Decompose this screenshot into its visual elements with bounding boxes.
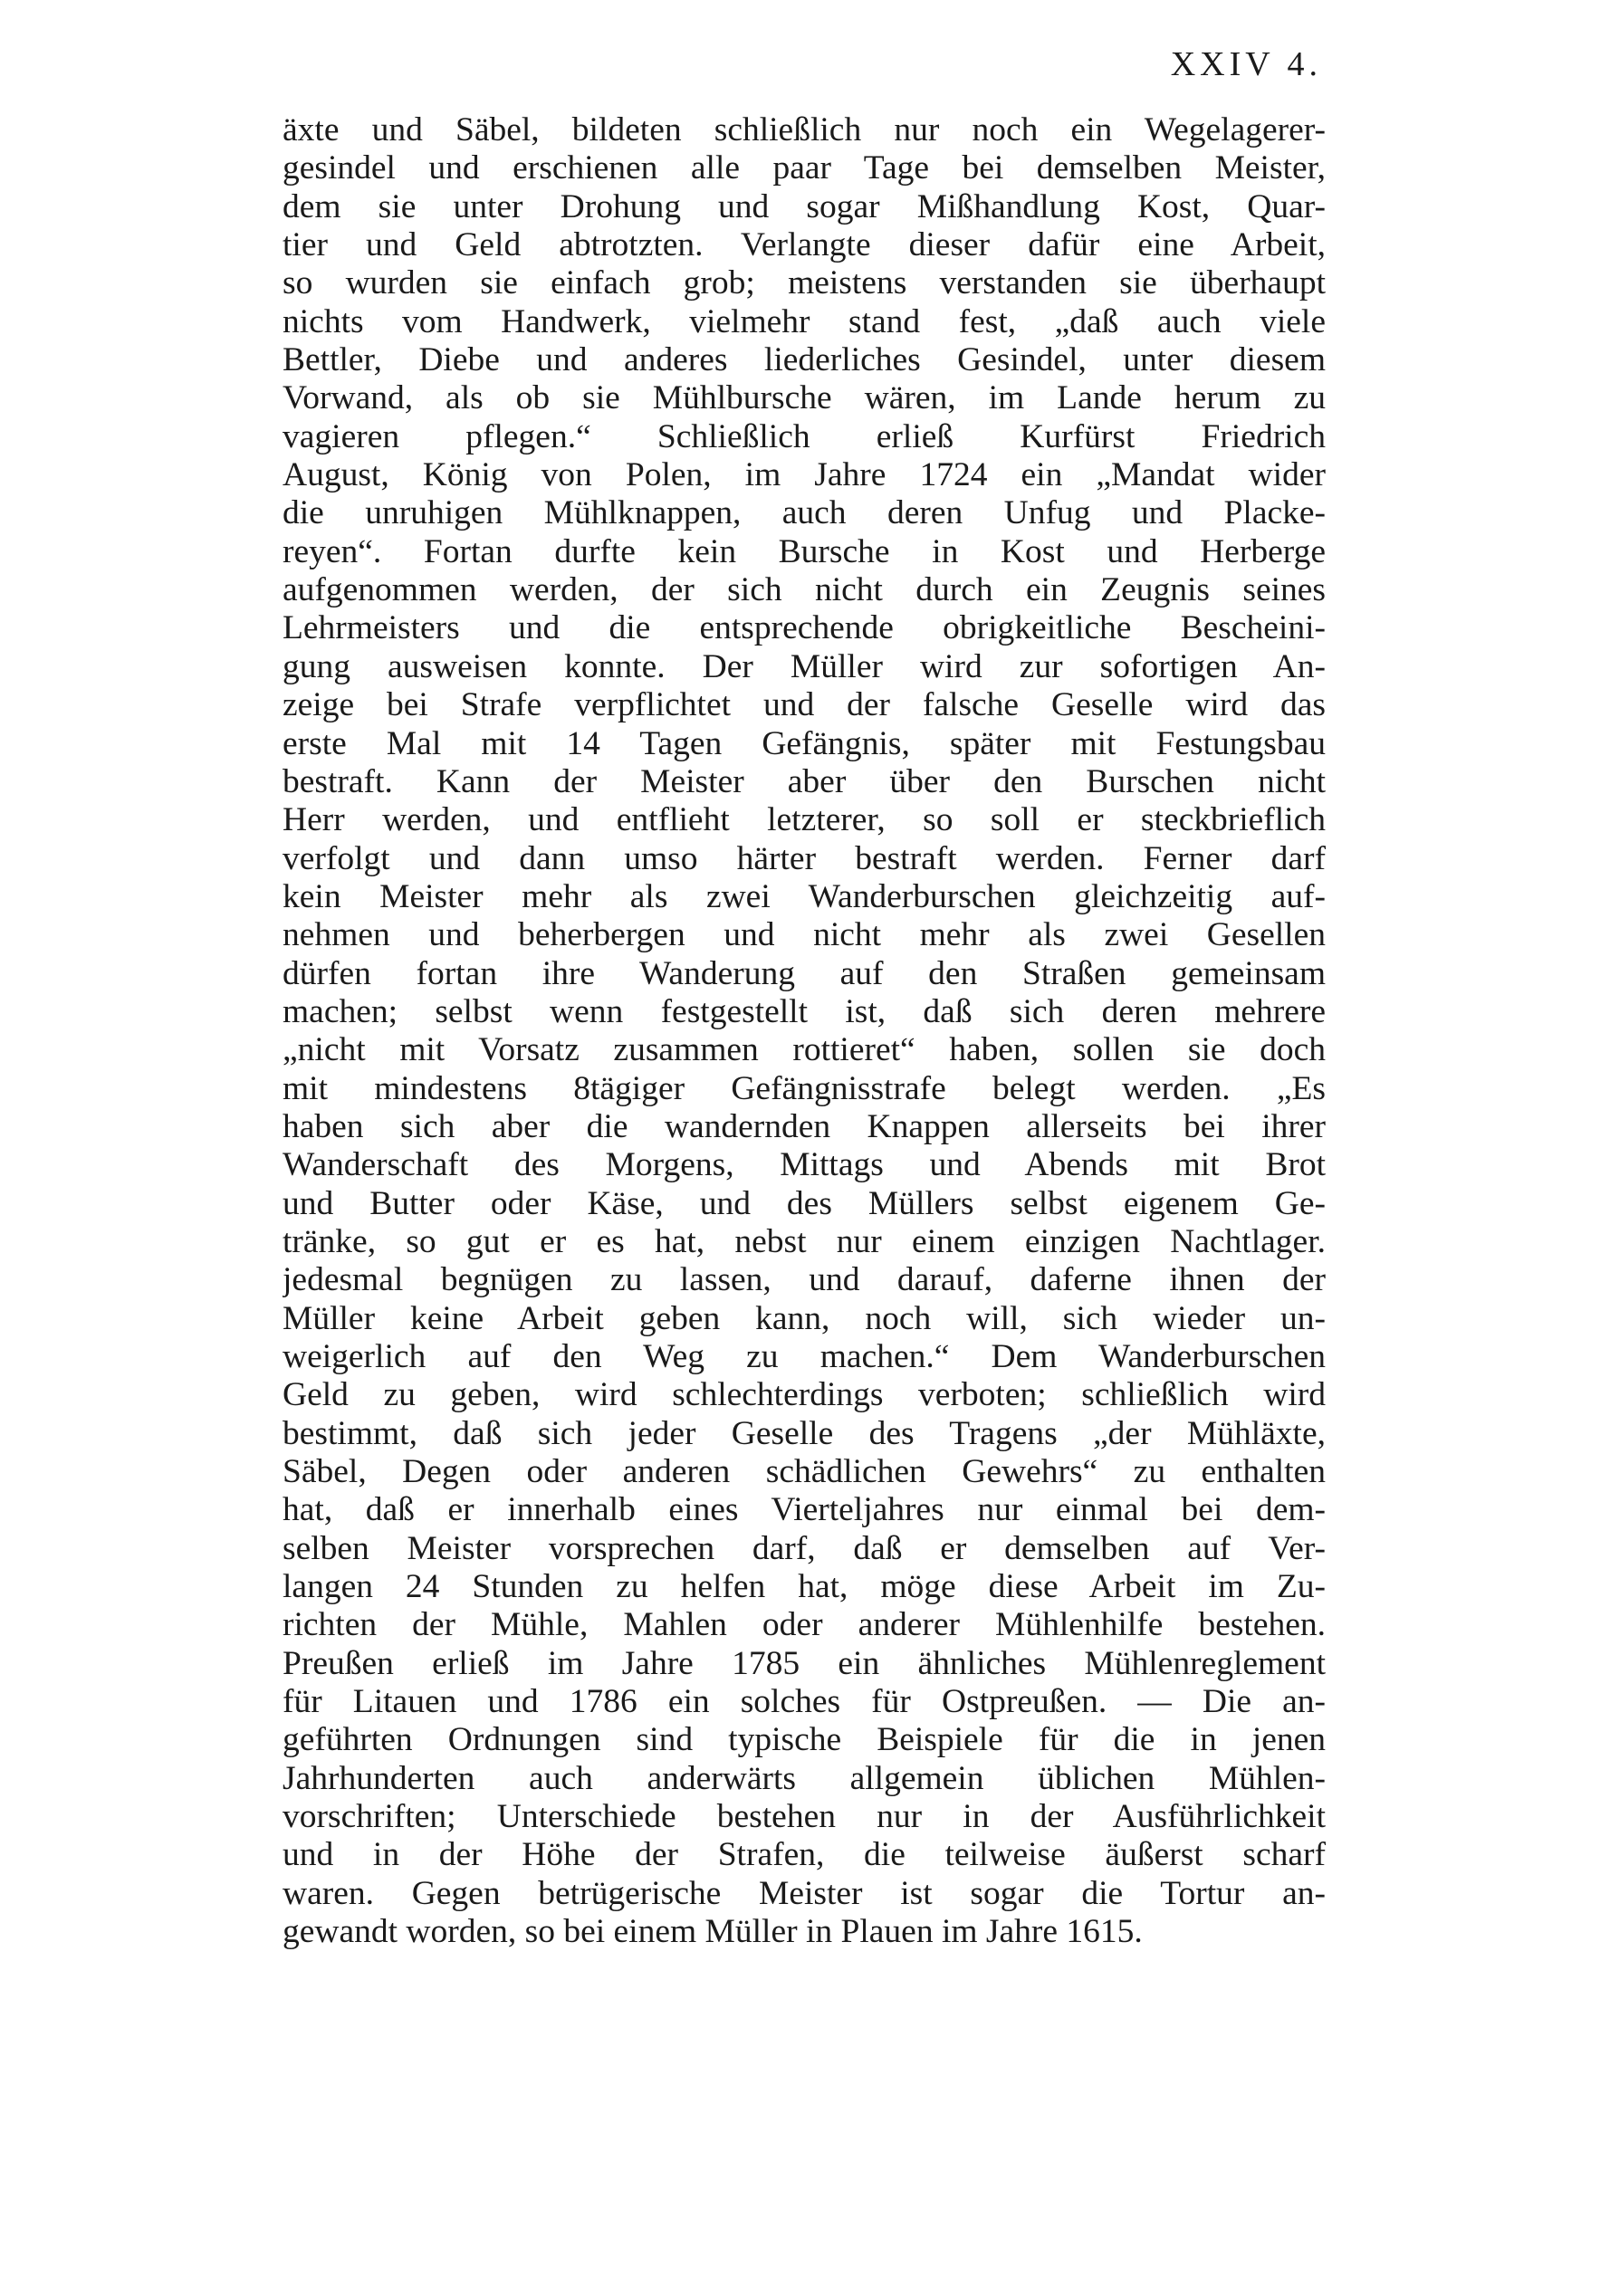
text-line: hat, daß er innerhalb eines Vierteljahres nur einmal bei dem- xyxy=(283,1491,1326,1529)
text-line: so wurden sie einfach grob; meistens verstanden sie überhaupt xyxy=(283,264,1326,302)
text-line: Preußen erließ im Jahre 1785 ein ähnliches Mühlenreglement xyxy=(283,1644,1326,1682)
text-line: für Litauen und 1786 ein solches für Ostpreußen. — Die an- xyxy=(283,1683,1326,1721)
text-line: gewandt worden, so bei einem Müller in Plauen im Jahre 1615. xyxy=(283,1913,1143,1951)
text-line: August, König von Polen, im Jahre 1724 ein „Mandat wider xyxy=(283,456,1326,494)
text-line: verfolgt und dann umso härter bestraft werden. Ferner darf xyxy=(283,839,1326,877)
text-line: machen; selbst wenn festgestellt ist, daß sich deren mehrere xyxy=(283,992,1326,1030)
text-line: aufgenommen werden, der sich nicht durch ein Zeugnis seines xyxy=(283,571,1326,609)
text-line: Jahrhunderten auch anderwärts allgemein üblichen Mühlen- xyxy=(283,1759,1326,1797)
text-line: Säbel, Degen oder anderen schädlichen Gewehrs“ zu enthalten xyxy=(283,1453,1326,1491)
text-line: waren. Gegen betrügerische Meister ist sogar die Tortur an- xyxy=(283,1874,1326,1912)
text-line: reyen“. Fortan durfte kein Bursche in Kost und Herberge xyxy=(283,532,1326,570)
text-line: selben Meister vorsprechen darf, daß er demselben auf Ver- xyxy=(283,1529,1326,1567)
text-line: Bettler, Diebe und anderes liederliches Gesindel, unter diesem xyxy=(283,341,1326,379)
text-line: Geld zu geben, wird schlechterdings verboten; schließlich wird xyxy=(283,1376,1326,1414)
text-line: Müller keine Arbeit geben kann, noch will, sich wieder un- xyxy=(283,1299,1326,1337)
text-line: kein Meister mehr als zwei Wanderburschen gleichzeitig auf- xyxy=(283,877,1326,915)
text-line: langen 24 Stunden zu helfen hat, möge diese Arbeit im Zu- xyxy=(283,1568,1326,1606)
text-line: dem sie unter Drohung und sogar Mißhandlung Kost, Quar- xyxy=(283,187,1326,225)
text-line: nehmen und beherbergen und nicht mehr als zwei Gesellen xyxy=(283,916,1326,954)
text-line: weigerlich auf den Weg zu machen.“ Dem Wanderburschen xyxy=(283,1338,1326,1375)
text-line: vagieren pflegen.“ Schließlich erließ Kurfürst Friedrich xyxy=(283,417,1326,455)
text-line: haben sich aber die wandernden Knappen allerseits bei ihrer xyxy=(283,1107,1326,1145)
text-line: und Butter oder Käse, und des Müllers selbst eigenem Ge- xyxy=(283,1184,1326,1222)
text-line: dürfen fortan ihre Wanderung auf den Straßen gemeinsam xyxy=(283,954,1326,992)
page-number: XXIV 4. xyxy=(1170,45,1322,83)
text-line: jedesmal begnügen zu lassen, und darauf, daferne ihnen der xyxy=(283,1261,1326,1299)
text-line: gesindel und erschienen alle paar Tage bei demselben Meister, xyxy=(283,149,1326,187)
text-line: tränke, so gut er es hat, nebst nur einem einzigen Nachtlager. xyxy=(283,1222,1326,1260)
text-line: Herr werden, und entflieht letzterer, so soll er steckbrieflich xyxy=(283,801,1326,839)
text-line: tier und Geld abtrotzten. Verlangte dieser dafür eine Arbeit, xyxy=(283,226,1326,264)
text-line: zeige bei Strafe verpflichtet und der falsche Geselle wird das xyxy=(283,686,1326,724)
text-line: Vorwand, als ob sie Mühlbursche wären, im Lande herum zu xyxy=(283,379,1326,417)
text-line: bestraft. Kann der Meister aber über den Burschen nicht xyxy=(283,762,1326,800)
text-line: geführten Ordnungen sind typische Beispiele für die in jenen xyxy=(283,1721,1326,1759)
text-line: erste Mal mit 14 Tagen Gefängnis, später mit Festungsbau xyxy=(283,724,1326,762)
text-line: Lehrmeisters und die entsprechende obrigkeitliche Bescheini- xyxy=(283,609,1326,647)
text-line: mit mindestens 8tägiger Gefängnisstrafe belegt werden. „Es xyxy=(283,1069,1326,1107)
text-line: die unruhigen Mühlknappen, auch deren Unfug und Placke- xyxy=(283,494,1326,532)
text-line: Wanderschaft des Morgens, Mittags und Abends mit Brot xyxy=(283,1146,1326,1184)
text-line: und in der Höhe der Strafen, die teilweise äußerst scharf xyxy=(283,1836,1326,1874)
text-line: vorschriften; Unterschiede bestehen nur in der Ausführlichkeit xyxy=(283,1798,1326,1836)
body-text xyxy=(283,111,1326,1952)
text-line: äxte und Säbel, bildeten schließlich nur noch ein Wegelagerer- xyxy=(283,111,1326,148)
text-line: nichts vom Handwerk, vielmehr stand fest, „daß auch viele xyxy=(283,302,1326,340)
text-line: „nicht mit Vorsatz zusammen rottieret“ haben, sollen sie doch xyxy=(283,1031,1326,1069)
text-line: bestimmt, daß sich jeder Geselle des Tragens „der Mühläxte, xyxy=(283,1414,1326,1452)
text-line: gung ausweisen konnte. Der Müller wird zur sofortigen An- xyxy=(283,647,1326,685)
text-line: richten der Mühle, Mahlen oder anderer Mühlenhilfe bestehen. xyxy=(283,1606,1326,1644)
